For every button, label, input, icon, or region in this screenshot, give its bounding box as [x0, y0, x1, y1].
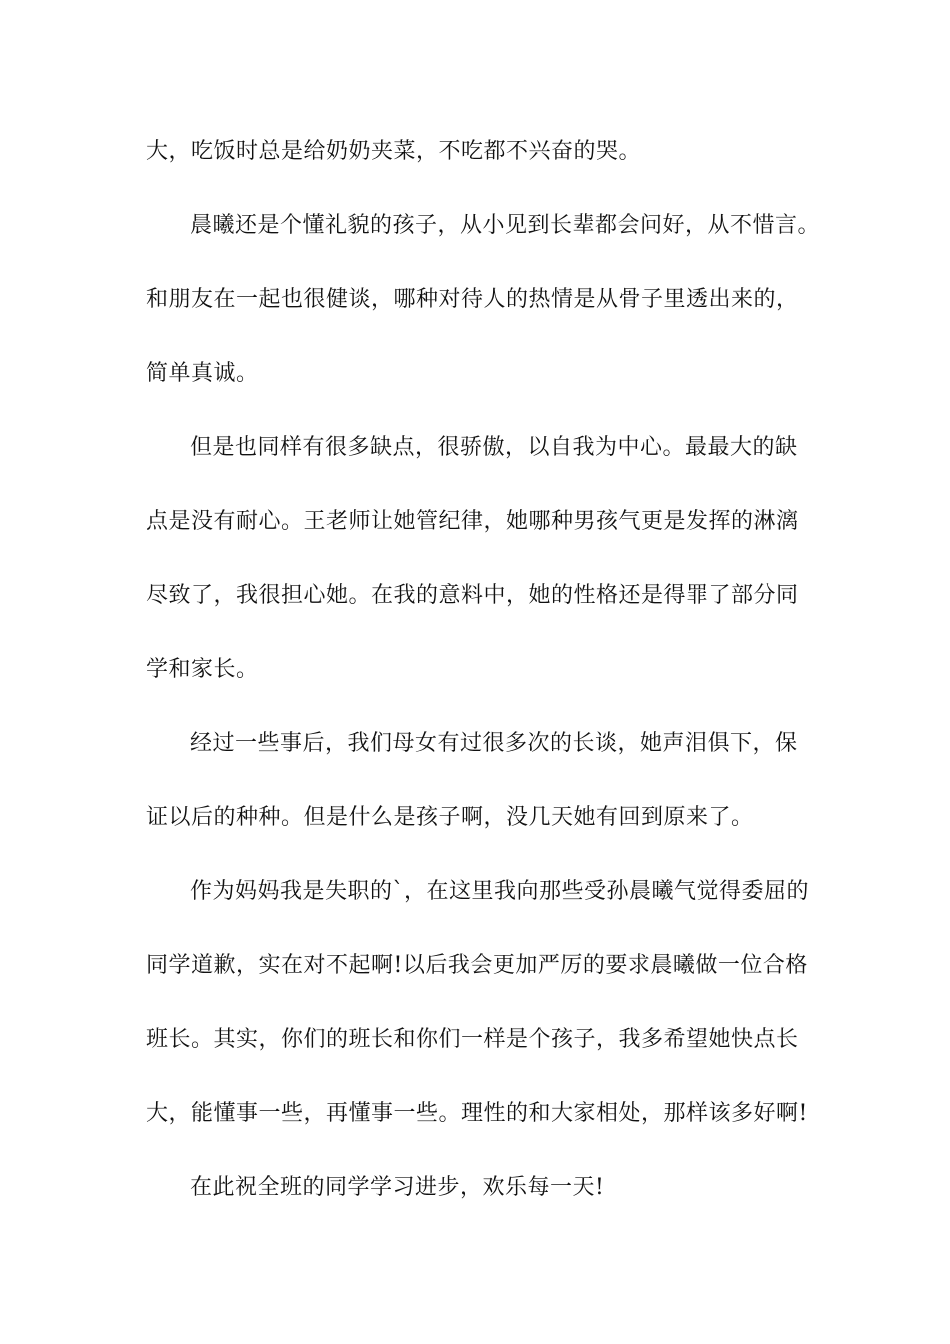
text-line: 大，吃饭时总是给奶奶夹菜，不吃都不兴奋的哭。 [146, 139, 642, 164]
text-line: 证以后的种种。但是什么是孩子啊，没几天她有回到原来了。 [146, 805, 754, 830]
text-line: 点是没有耐心。王老师让她管纪律，她哪种男孩气更是发挥的淋漓 [146, 509, 799, 534]
text-line: 同学道歉，实在对不起啊!以后我会更加严厉的要求晨曦做一位合格 [146, 953, 808, 978]
paragraph-start-line: 经过一些事后，我们母女有过很多次的长谈，她声泪俱下，保 [190, 731, 798, 756]
paragraph-start-line: 但是也同样有很多缺点，很骄傲，以自我为中心。最最大的缺 [190, 435, 798, 460]
text-line: 和朋友在一起也很健谈，哪种对待人的热情是从骨子里透出来的， [146, 287, 799, 312]
text-line: 班长。其实，你们的班长和你们一样是个孩子，我多希望她快点长 [146, 1027, 799, 1052]
text-line: 简单真诚。 [146, 361, 259, 386]
text-line: 大，能懂事一些，再懂事一些。理性的和大家相处，那样该多好啊! [146, 1101, 808, 1126]
text-line: 尽致了，我很担心她。在我的意料中，她的性格还是得罪了部分同 [146, 583, 799, 608]
paragraph-start-line: 作为妈妈我是失职的`，在这里我向那些受孙晨曦气觉得委屈的 [190, 879, 810, 904]
text-line: 学和家长。 [146, 657, 259, 682]
paragraph-start-line: 在此祝全班的同学学习进步，欢乐每一天! [190, 1175, 605, 1200]
paragraph-start-line: 晨曦还是个懂礼貌的孩子，从小见到长辈都会问好，从不惜言。 [190, 213, 821, 238]
